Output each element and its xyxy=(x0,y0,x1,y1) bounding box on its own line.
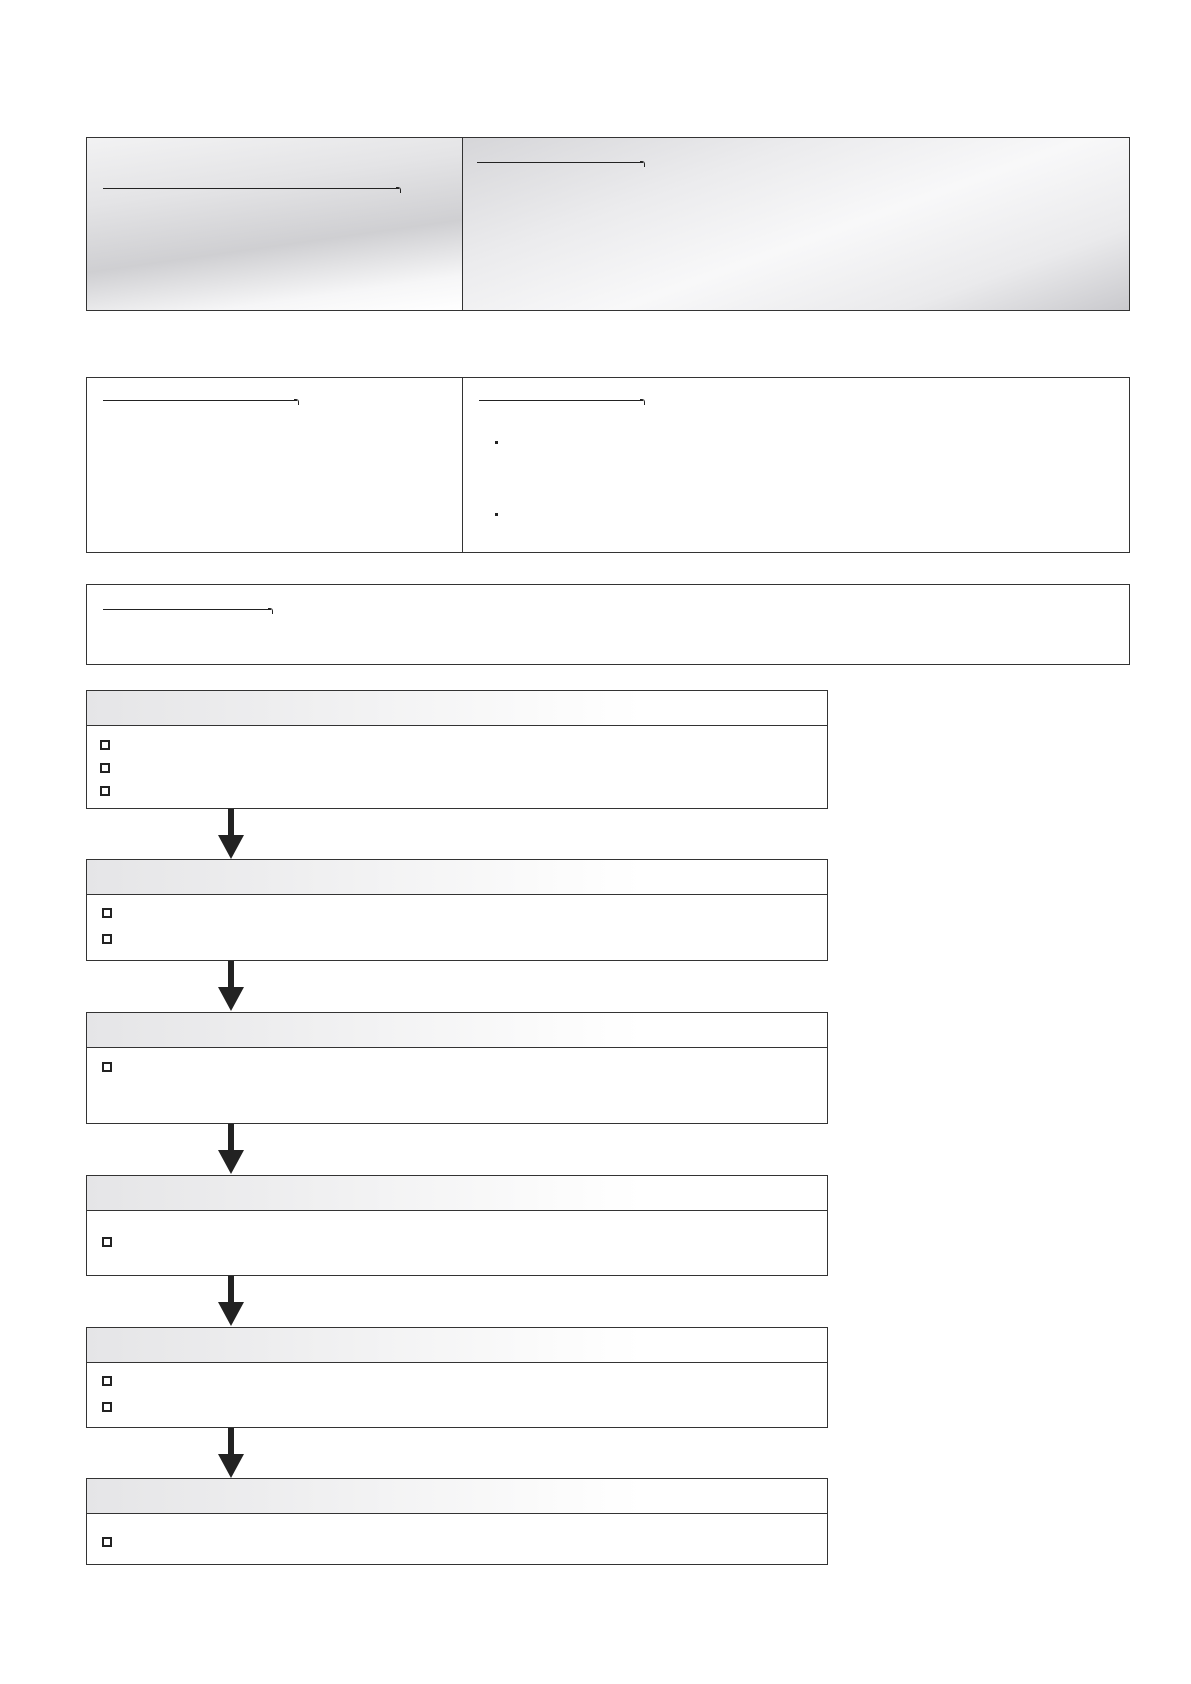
info-left-cell xyxy=(87,378,462,552)
checkbox[interactable] xyxy=(102,1537,112,1547)
header-panel xyxy=(86,137,1130,311)
step-header xyxy=(87,1176,827,1211)
bullet-marker xyxy=(495,441,498,444)
down-arrow-icon xyxy=(217,809,245,859)
checkbox[interactable] xyxy=(102,1402,112,1412)
down-arrow-icon xyxy=(217,961,245,1011)
bullet-marker xyxy=(495,513,498,516)
info-left-label-line xyxy=(103,400,297,401)
checkbox[interactable] xyxy=(102,1237,112,1247)
checkbox[interactable] xyxy=(102,908,112,918)
flow-step-5 xyxy=(86,1327,828,1428)
down-arrow-icon xyxy=(217,1276,245,1326)
checkbox[interactable] xyxy=(100,740,110,750)
down-arrow-icon xyxy=(217,1428,245,1478)
header-left-cell xyxy=(87,138,462,310)
info-right-cell xyxy=(462,378,1129,552)
flow-step-3 xyxy=(86,1012,828,1124)
header-left-label-line xyxy=(103,188,399,189)
step-header xyxy=(87,1479,827,1514)
flow-step-4 xyxy=(86,1175,828,1276)
checkbox[interactable] xyxy=(102,1376,112,1386)
info-right-label-line xyxy=(479,400,643,401)
checkbox[interactable] xyxy=(100,786,110,796)
down-arrow-icon xyxy=(217,1124,245,1174)
step-header xyxy=(87,1013,827,1048)
flow-step-2 xyxy=(86,859,828,961)
step-header xyxy=(87,860,827,895)
flow-step-1 xyxy=(86,690,828,809)
flow-step-6 xyxy=(86,1478,828,1565)
checkbox[interactable] xyxy=(102,1062,112,1072)
checkbox[interactable] xyxy=(102,934,112,944)
header-right-label-line xyxy=(477,162,643,163)
info-panel xyxy=(86,377,1130,553)
note-label-line xyxy=(103,609,271,610)
checkbox[interactable] xyxy=(100,763,110,773)
step-header xyxy=(87,1328,827,1363)
note-panel xyxy=(86,584,1130,665)
step-header xyxy=(87,691,827,726)
header-right-cell xyxy=(462,138,1129,310)
